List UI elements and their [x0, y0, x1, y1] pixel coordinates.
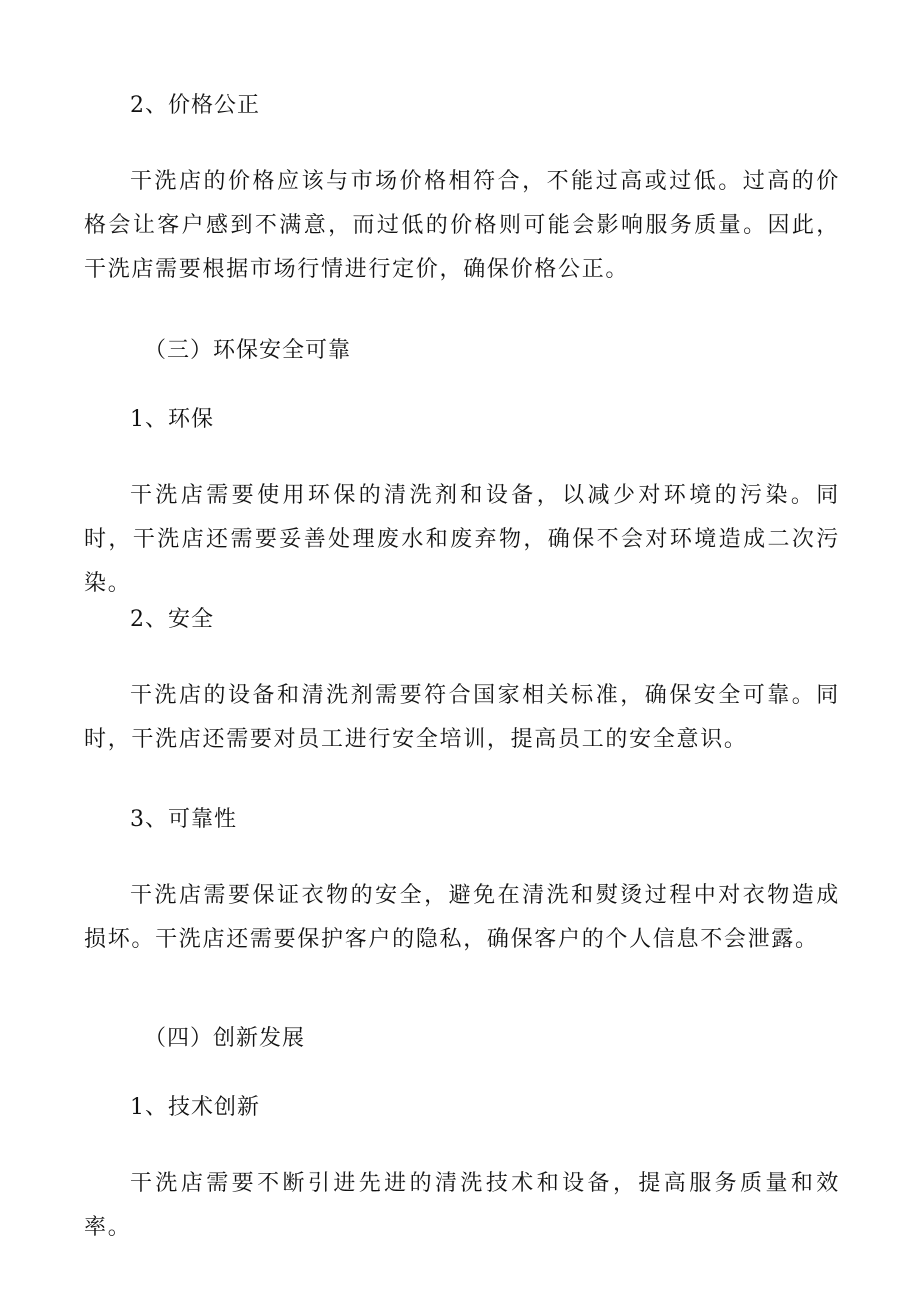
heading-price-fairness: 2、价格公正	[130, 93, 260, 118]
paragraph-tech-innovation: 干洗店需要不断引进先进的清洗技术和设备，提高服务质量和效率。	[84, 1171, 840, 1240]
section-heading-innovation: （四）创新发展	[144, 1026, 306, 1051]
paragraph-safety: 干洗店的设备和清洗剂需要符合国家相关标准，确保安全可靠。同时，干洗店还需要对员工进行安全培训，提高员工的安全意识。	[84, 683, 840, 752]
heading-reliability: 3、可靠性	[130, 807, 237, 832]
heading-environmental: 1、环保	[130, 407, 214, 432]
paragraph-environmental: 干洗店需要使用环保的清洗剂和设备，以减少对环境的污染。同时，干洗店还需要妥善处理废水和废弃物，确保不会对环境造成二次污染。	[84, 483, 840, 596]
section-heading-environmental-safety: （三）环保安全可靠	[144, 338, 352, 363]
heading-tech-innovation: 1、技术创新	[130, 1095, 260, 1120]
paragraph-reliability: 干洗店需要保证衣物的安全，避免在清洗和熨烫过程中对衣物造成损坏。干洗店还需要保护客户的隐私，确保客户的个人信息不会泄露。	[84, 883, 840, 952]
paragraph-price-fairness: 干洗店的价格应该与市场价格相符合，不能过高或过低。过高的价格会让客户感到不满意，而过低的价格则可能会影响服务质量。因此，干洗店需要根据市场行情进行定价，确保价格公正。	[84, 169, 840, 282]
heading-safety: 2、安全	[130, 607, 214, 632]
